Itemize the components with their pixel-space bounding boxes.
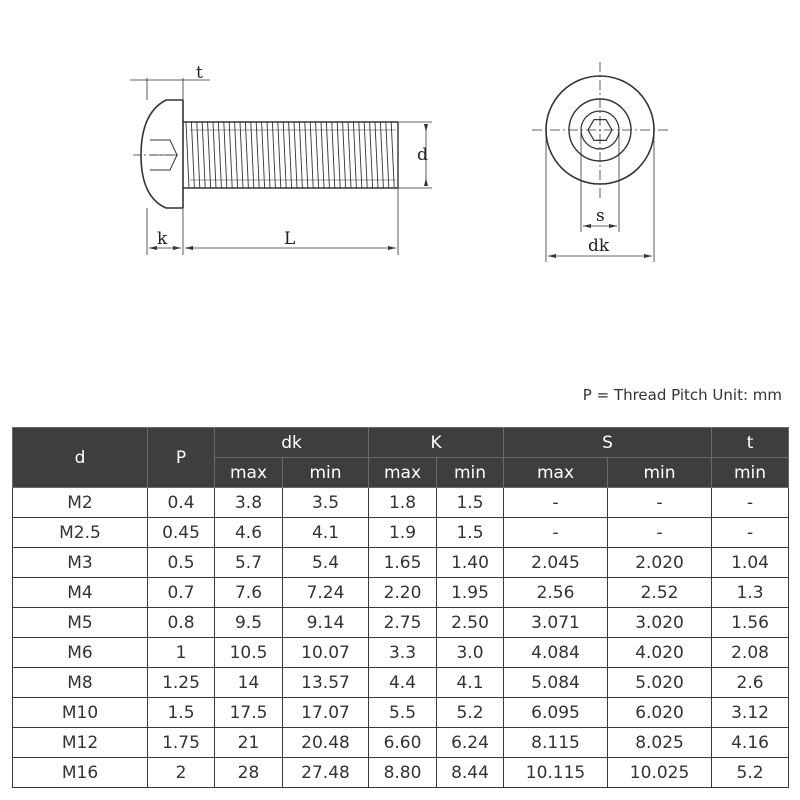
cell-k-min: 6.24 bbox=[437, 728, 504, 758]
cell-d: M6 bbox=[13, 638, 148, 668]
cell-k-min: 1.95 bbox=[437, 578, 504, 608]
cell-k-min: 5.2 bbox=[437, 698, 504, 728]
dim-label-s: s bbox=[596, 206, 605, 226]
cell-k-max: 1.65 bbox=[369, 548, 437, 578]
table-row bbox=[13, 578, 789, 608]
table-row bbox=[13, 758, 789, 788]
cell-p: 0.45 bbox=[148, 518, 215, 548]
cell-s-min: 2.020 bbox=[608, 548, 712, 578]
cell-k-max: 4.4 bbox=[369, 668, 437, 698]
cell-t-min: - bbox=[712, 488, 789, 518]
cell-p: 0.8 bbox=[148, 608, 215, 638]
cell-s-max: 5.084 bbox=[504, 668, 608, 698]
cell-dk-max: 9.5 bbox=[215, 608, 283, 638]
top-view-drawing bbox=[532, 62, 668, 262]
table-row bbox=[13, 518, 789, 548]
spec-table bbox=[12, 427, 789, 788]
subheader-dk-max: max bbox=[215, 458, 283, 488]
table-row bbox=[13, 608, 789, 638]
cell-dk-min: 5.4 bbox=[283, 548, 369, 578]
cell-dk-min: 4.1 bbox=[283, 518, 369, 548]
cell-t-min: 3.12 bbox=[712, 698, 789, 728]
cell-t-min: 1.3 bbox=[712, 578, 789, 608]
cell-s-min: 3.020 bbox=[608, 608, 712, 638]
unit-note: P = Thread Pitch Unit: mm bbox=[582, 386, 782, 404]
cell-dk-min: 20.48 bbox=[283, 728, 369, 758]
table-row bbox=[13, 488, 789, 518]
cell-d: M8 bbox=[13, 668, 148, 698]
table-row bbox=[13, 698, 789, 728]
cell-dk-max: 21 bbox=[215, 728, 283, 758]
cell-k-min: 4.1 bbox=[437, 668, 504, 698]
subheader-s-max: max bbox=[504, 458, 608, 488]
cell-d: M5 bbox=[13, 608, 148, 638]
cell-p: 0.7 bbox=[148, 578, 215, 608]
cell-t-min: 2.08 bbox=[712, 638, 789, 668]
cell-s-max: 2.045 bbox=[504, 548, 608, 578]
cell-t-min: 4.16 bbox=[712, 728, 789, 758]
cell-p: 1.75 bbox=[148, 728, 215, 758]
cell-s-max: 6.095 bbox=[504, 698, 608, 728]
dim-label-k: k bbox=[157, 229, 168, 249]
cell-k-max: 1.9 bbox=[369, 518, 437, 548]
cell-dk-min: 9.14 bbox=[283, 608, 369, 638]
side-view-drawing bbox=[130, 78, 432, 255]
cell-dk-min: 7.24 bbox=[283, 578, 369, 608]
cell-t-min: 5.2 bbox=[712, 758, 789, 788]
cell-k-max: 8.80 bbox=[369, 758, 437, 788]
cell-k-max: 2.20 bbox=[369, 578, 437, 608]
cell-s-min: - bbox=[608, 488, 712, 518]
table-row bbox=[13, 728, 789, 758]
cell-p: 1.25 bbox=[148, 668, 215, 698]
subheader-t-min: min bbox=[712, 458, 789, 488]
cell-dk-min: 27.48 bbox=[283, 758, 369, 788]
cell-dk-max: 5.7 bbox=[215, 548, 283, 578]
cell-d: M2.5 bbox=[13, 518, 148, 548]
cell-s-min: 8.025 bbox=[608, 728, 712, 758]
cell-d: M2 bbox=[13, 488, 148, 518]
cell-k-max: 5.5 bbox=[369, 698, 437, 728]
subheader-k-max: max bbox=[369, 458, 437, 488]
header-d: d bbox=[13, 428, 148, 488]
cell-p: 1.5 bbox=[148, 698, 215, 728]
cell-dk-min: 17.07 bbox=[283, 698, 369, 728]
cell-s-max: 3.071 bbox=[504, 608, 608, 638]
header-dk: dk bbox=[215, 428, 369, 458]
subheader-k-min: min bbox=[437, 458, 504, 488]
cell-s-max: - bbox=[504, 488, 608, 518]
cell-k-max: 2.75 bbox=[369, 608, 437, 638]
header-s: S bbox=[504, 428, 712, 458]
cell-dk-max: 10.5 bbox=[215, 638, 283, 668]
cell-k-min: 1.40 bbox=[437, 548, 504, 578]
header-p: P bbox=[148, 428, 215, 488]
cell-s-max: 2.56 bbox=[504, 578, 608, 608]
cell-k-max: 1.8 bbox=[369, 488, 437, 518]
cell-s-min: 5.020 bbox=[608, 668, 712, 698]
screw-technical-drawing bbox=[0, 0, 800, 360]
cell-p: 2 bbox=[148, 758, 215, 788]
header-k: K bbox=[369, 428, 504, 458]
cell-dk-min: 13.57 bbox=[283, 668, 369, 698]
cell-t-min: 1.04 bbox=[712, 548, 789, 578]
cell-k-min: 8.44 bbox=[437, 758, 504, 788]
dim-label-L: L bbox=[284, 229, 296, 249]
cell-p: 0.5 bbox=[148, 548, 215, 578]
cell-p: 1 bbox=[148, 638, 215, 668]
cell-p: 0.4 bbox=[148, 488, 215, 518]
cell-s-min: - bbox=[608, 518, 712, 548]
cell-k-max: 6.60 bbox=[369, 728, 437, 758]
cell-k-max: 3.3 bbox=[369, 638, 437, 668]
cell-s-max: 4.084 bbox=[504, 638, 608, 668]
cell-dk-max: 17.5 bbox=[215, 698, 283, 728]
cell-k-min: 1.5 bbox=[437, 488, 504, 518]
cell-s-min: 4.020 bbox=[608, 638, 712, 668]
header-t: t bbox=[712, 428, 789, 458]
cell-d: M4 bbox=[13, 578, 148, 608]
cell-dk-max: 3.8 bbox=[215, 488, 283, 518]
cell-dk-max: 28 bbox=[215, 758, 283, 788]
cell-s-min: 10.025 bbox=[608, 758, 712, 788]
cell-dk-max: 14 bbox=[215, 668, 283, 698]
subheader-s-min: min bbox=[608, 458, 712, 488]
cell-s-min: 2.52 bbox=[608, 578, 712, 608]
cell-k-min: 2.50 bbox=[437, 608, 504, 638]
cell-s-min: 6.020 bbox=[608, 698, 712, 728]
table-row bbox=[13, 668, 789, 698]
cell-d: M12 bbox=[13, 728, 148, 758]
cell-k-min: 1.5 bbox=[437, 518, 504, 548]
cell-s-max: - bbox=[504, 518, 608, 548]
cell-t-min: 2.6 bbox=[712, 668, 789, 698]
cell-d: M16 bbox=[13, 758, 148, 788]
dim-label-dk: dk bbox=[588, 236, 610, 256]
dim-label-d: d bbox=[417, 145, 428, 165]
cell-dk-min: 10.07 bbox=[283, 638, 369, 668]
cell-d: M3 bbox=[13, 548, 148, 578]
cell-k-min: 3.0 bbox=[437, 638, 504, 668]
cell-d: M10 bbox=[13, 698, 148, 728]
cell-dk-max: 7.6 bbox=[215, 578, 283, 608]
cell-s-max: 10.115 bbox=[504, 758, 608, 788]
cell-t-min: - bbox=[712, 518, 789, 548]
dim-label-t: t bbox=[196, 63, 203, 83]
subheader-dk-min: min bbox=[283, 458, 369, 488]
cell-s-max: 8.115 bbox=[504, 728, 608, 758]
table-row bbox=[13, 548, 789, 578]
cell-dk-max: 4.6 bbox=[215, 518, 283, 548]
cell-t-min: 1.56 bbox=[712, 608, 789, 638]
cell-dk-min: 3.5 bbox=[283, 488, 369, 518]
table-row bbox=[13, 638, 789, 668]
spec-table-body bbox=[13, 488, 789, 788]
